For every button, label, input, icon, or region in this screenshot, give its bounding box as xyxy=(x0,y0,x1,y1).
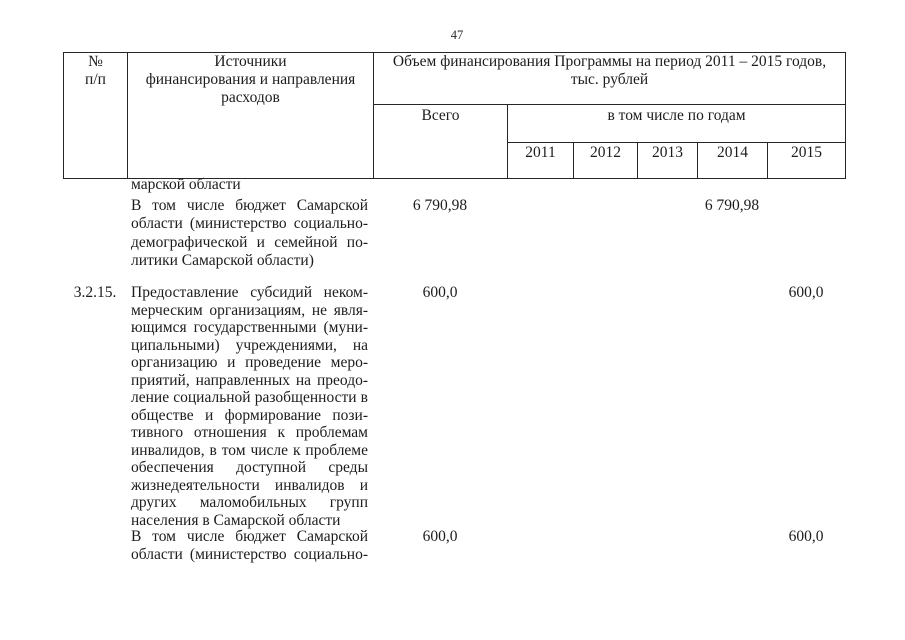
source-text-line: других маломобильных групп xyxy=(131,494,368,511)
header-row xyxy=(64,53,846,105)
row-number: 3.2.15. xyxy=(73,284,117,301)
source-cell xyxy=(131,176,368,194)
source-text-line: демографической и семейной по- xyxy=(131,233,368,251)
total-value: 600,0 xyxy=(422,528,458,545)
header-year-cell: 2013 xyxy=(638,143,698,179)
header-text-line: тыс. рублей xyxy=(570,71,649,88)
source-text-line: инвалидов, в том числе к проблеме xyxy=(131,441,368,459)
source-text-line: В том числе бюджет Самарской xyxy=(131,528,368,545)
source-text-line: ципальными) учреждениями, на xyxy=(131,336,368,354)
header-year-cell: 2012 xyxy=(574,143,638,179)
source-text-line: населения в Самарской области xyxy=(131,511,341,529)
header-text-line: п/п xyxy=(85,71,106,88)
source-text-line: жизнедеятельности инвалидов и xyxy=(131,476,368,494)
source-text-line: обеспечения доступной среды xyxy=(131,459,368,476)
header-text-line: Всего xyxy=(421,107,460,124)
source-text-line: В том числе бюджет Самарской xyxy=(131,197,368,214)
header-text-line: финансирования и направления xyxy=(145,71,356,88)
source-text-line: области (министерство социально- xyxy=(131,546,368,563)
source-text-line: приятий, направленных на преодо- xyxy=(131,371,368,389)
header-text-line: Объем финансирования Программы на период 2011 – 2015 годов, xyxy=(392,53,827,70)
source-text-line: Предоставление субсидий неком- xyxy=(131,284,368,301)
source-cell xyxy=(131,197,368,270)
header-num-cell xyxy=(64,53,128,179)
source-cell xyxy=(131,284,368,529)
header-text-line: Источники xyxy=(214,53,287,70)
source-text-line: области (министерство социально- xyxy=(131,215,368,233)
source-text-line: ление социальной разобщенности в xyxy=(131,389,368,406)
header-source-cell xyxy=(128,53,374,179)
header-text-line: расходов xyxy=(221,89,280,106)
header-volume-cell xyxy=(374,53,846,105)
source-cell xyxy=(131,528,368,564)
source-text-line: марской области xyxy=(131,176,241,193)
header-total-cell xyxy=(374,105,508,179)
source-text-line: тивного отношения к проблемам xyxy=(131,424,368,441)
source-text-line: ющимся государственными (муни- xyxy=(131,319,368,336)
header-by-years-cell xyxy=(508,105,846,143)
header-year-cell: 2014 xyxy=(698,143,768,179)
year-2015-value: 600,0 xyxy=(788,284,824,301)
header-text-line: в том числе по годам xyxy=(607,107,746,124)
year-2015-value: 600,0 xyxy=(788,528,824,545)
header-year-cell: 2015 xyxy=(768,143,846,179)
total-value: 600,0 xyxy=(422,284,458,301)
source-text-line: организацию и проведение меро- xyxy=(131,354,368,371)
header-text-line: № xyxy=(88,53,103,70)
total-value: 6 790,98 xyxy=(412,197,468,214)
page-number: 47 xyxy=(450,28,464,42)
year-2014-value: 6 790,98 xyxy=(704,197,760,214)
header-table xyxy=(63,52,846,179)
source-text-line: мерческим организациям, не явля- xyxy=(131,301,368,319)
header-year-cell: 2011 xyxy=(508,143,574,179)
source-text-line: литики Самарской области) xyxy=(131,251,314,269)
source-text-line: обществе и формирование пози- xyxy=(131,406,368,424)
